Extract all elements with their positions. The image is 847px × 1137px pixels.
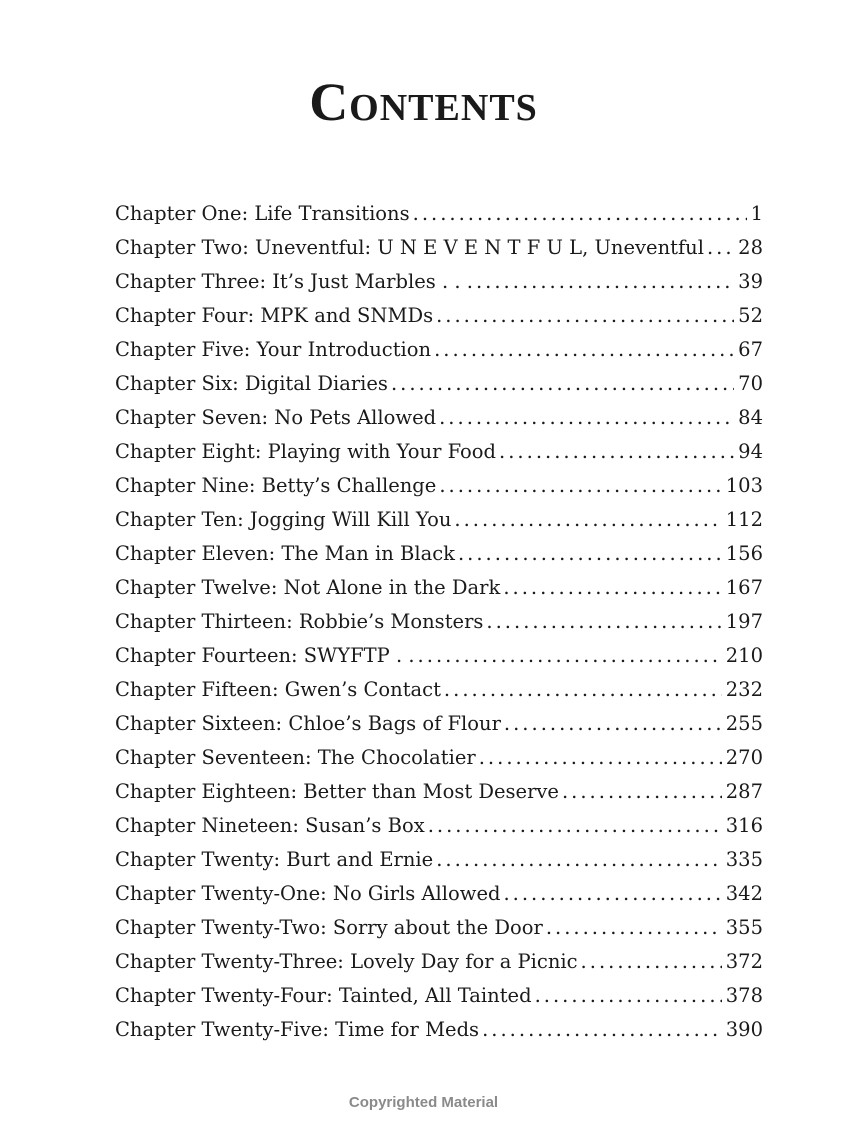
- page-number: 255: [725, 712, 763, 735]
- chapter-title: Chapter Eight: Playing with Your Food: [115, 440, 497, 463]
- chapter-title: Chapter Twenty-Three: Lovely Day for a Picnic: [115, 950, 578, 973]
- toc-entry: [115, 231, 763, 265]
- toc-entry: [115, 741, 763, 775]
- page-number: 103: [725, 474, 763, 497]
- chapter-title: Chapter Nine: Betty’s Challenge: [115, 474, 437, 497]
- toc-entry: [115, 1013, 763, 1047]
- dot-leader: [391, 367, 734, 401]
- toc-entry: [115, 673, 763, 707]
- dot-leader: [413, 197, 747, 231]
- toc-entry: [115, 469, 763, 503]
- dot-leader: [486, 605, 721, 639]
- toc-entry: [115, 299, 763, 333]
- page-number: 335: [725, 848, 763, 871]
- page-number: 287: [725, 780, 763, 803]
- chapter-title: Chapter Twelve: Not Alone in the Dark: [115, 576, 501, 599]
- chapter-title: Chapter One: Life Transitions: [115, 202, 410, 225]
- page-number: 112: [725, 508, 763, 531]
- dot-leader: [707, 231, 734, 265]
- dot-leader: [581, 945, 722, 979]
- dot-leader: [535, 979, 722, 1013]
- chapter-title: Chapter Twenty: Burt and Ernie: [115, 848, 434, 871]
- chapter-title: Chapter Seven: No Pets Allowed: [115, 406, 437, 429]
- toc-entry: [115, 639, 763, 673]
- page-number: 156: [725, 542, 763, 565]
- toc-entry: [115, 435, 763, 469]
- dot-leader: [476, 265, 734, 299]
- copyright-notice: Copyrighted Material: [348, 1094, 499, 1111]
- dot-leader: [482, 1013, 722, 1047]
- dot-leader: [454, 503, 721, 537]
- page-number: 342: [725, 882, 763, 905]
- page-number: 390: [725, 1018, 763, 1041]
- chapter-title: Chapter Eleven: The Man in Black: [115, 542, 455, 565]
- dot-leader: [499, 435, 734, 469]
- page-number: 94: [738, 440, 763, 463]
- chapter-title: Chapter Five: Your Introduction: [115, 338, 432, 361]
- dot-leader: [444, 673, 722, 707]
- toc-entry: [115, 503, 763, 537]
- chapter-title: Chapter Twenty-One: No Girls Allowed: [115, 882, 501, 905]
- toc-entry: [115, 979, 763, 1013]
- page-number: 316: [725, 814, 763, 837]
- page-number: 372: [725, 950, 763, 973]
- chapter-title: Chapter Two: Uneventful: U N E V E N T F U L, Uneventful: [115, 236, 704, 259]
- toc-entry: [115, 775, 763, 809]
- toc-entry: [115, 911, 763, 945]
- dot-leader: [439, 401, 734, 435]
- dot-leader: [504, 707, 722, 741]
- page-number: 52: [738, 304, 763, 327]
- dot-leader: [479, 741, 722, 775]
- page-number: 67: [738, 338, 763, 361]
- dot-leader: [503, 571, 721, 605]
- page-number: 197: [725, 610, 763, 633]
- dot-leader: [458, 537, 722, 571]
- page-number: 39: [738, 270, 763, 293]
- toc-entry: [115, 843, 763, 877]
- page-number: 378: [725, 984, 763, 1007]
- chapter-title: Chapter Fourteen: SWYFTP . .: [115, 644, 415, 667]
- toc-entry: [115, 537, 763, 571]
- chapter-title: Chapter Thirteen: Robbie’s Monsters: [115, 610, 484, 633]
- dot-leader: [503, 877, 721, 911]
- toc-entry: [115, 707, 763, 741]
- page-number: 1: [750, 202, 763, 225]
- chapter-title: Chapter Seventeen: The Chocolatier: [115, 746, 476, 769]
- page-number: 84: [738, 406, 763, 429]
- dot-leader: [562, 775, 722, 809]
- chapter-title: Chapter Eighteen: Better than Most Deserve: [115, 780, 559, 803]
- page-number: 28: [738, 236, 763, 259]
- chapter-title: Chapter Ten: Jogging Will Kill You: [115, 508, 452, 531]
- chapter-title: Chapter Six: Digital Diaries: [115, 372, 388, 395]
- chapter-title: Chapter Twenty-Two: Sorry about the Door: [115, 916, 543, 939]
- page-number: 355: [725, 916, 763, 939]
- chapter-title: Chapter Twenty-Four: Tainted, All Tainted: [115, 984, 532, 1007]
- table-of-contents: [115, 197, 763, 1047]
- toc-entry: [115, 333, 763, 367]
- chapter-title: Chapter Fifteen: Gwen’s Contact: [115, 678, 441, 701]
- chapter-title: Chapter Sixteen: Chloe’s Bags of Flour: [115, 712, 501, 735]
- page-title: Contents: [309, 72, 538, 132]
- chapter-title: Chapter Nineteen: Susan’s Box: [115, 814, 425, 837]
- dot-leader: [428, 809, 722, 843]
- toc-entry: [115, 877, 763, 911]
- dot-leader: [418, 639, 722, 673]
- page-number: 270: [725, 746, 763, 769]
- chapter-title: Chapter Twenty-Five: Time for Meds: [115, 1018, 480, 1041]
- page-number: 70: [738, 372, 763, 395]
- toc-entry: [115, 401, 763, 435]
- page-number: 210: [725, 644, 763, 667]
- toc-entry: [115, 571, 763, 605]
- toc-entry: [115, 605, 763, 639]
- toc-entry: [115, 197, 763, 231]
- dot-leader: [439, 469, 721, 503]
- toc-entry: [115, 809, 763, 843]
- dot-leader: [546, 911, 722, 945]
- chapter-title: Chapter Three: It’s Just Marbles . . .: [115, 270, 473, 293]
- dot-leader: [436, 299, 734, 333]
- toc-entry: [115, 945, 763, 979]
- toc-entry: [115, 367, 763, 401]
- dot-leader: [434, 333, 734, 367]
- toc-entry: [115, 265, 763, 299]
- page-number: 232: [725, 678, 763, 701]
- page-number: 167: [725, 576, 763, 599]
- dot-leader: [436, 843, 722, 877]
- chapter-title: Chapter Four: MPK and SNMDs: [115, 304, 434, 327]
